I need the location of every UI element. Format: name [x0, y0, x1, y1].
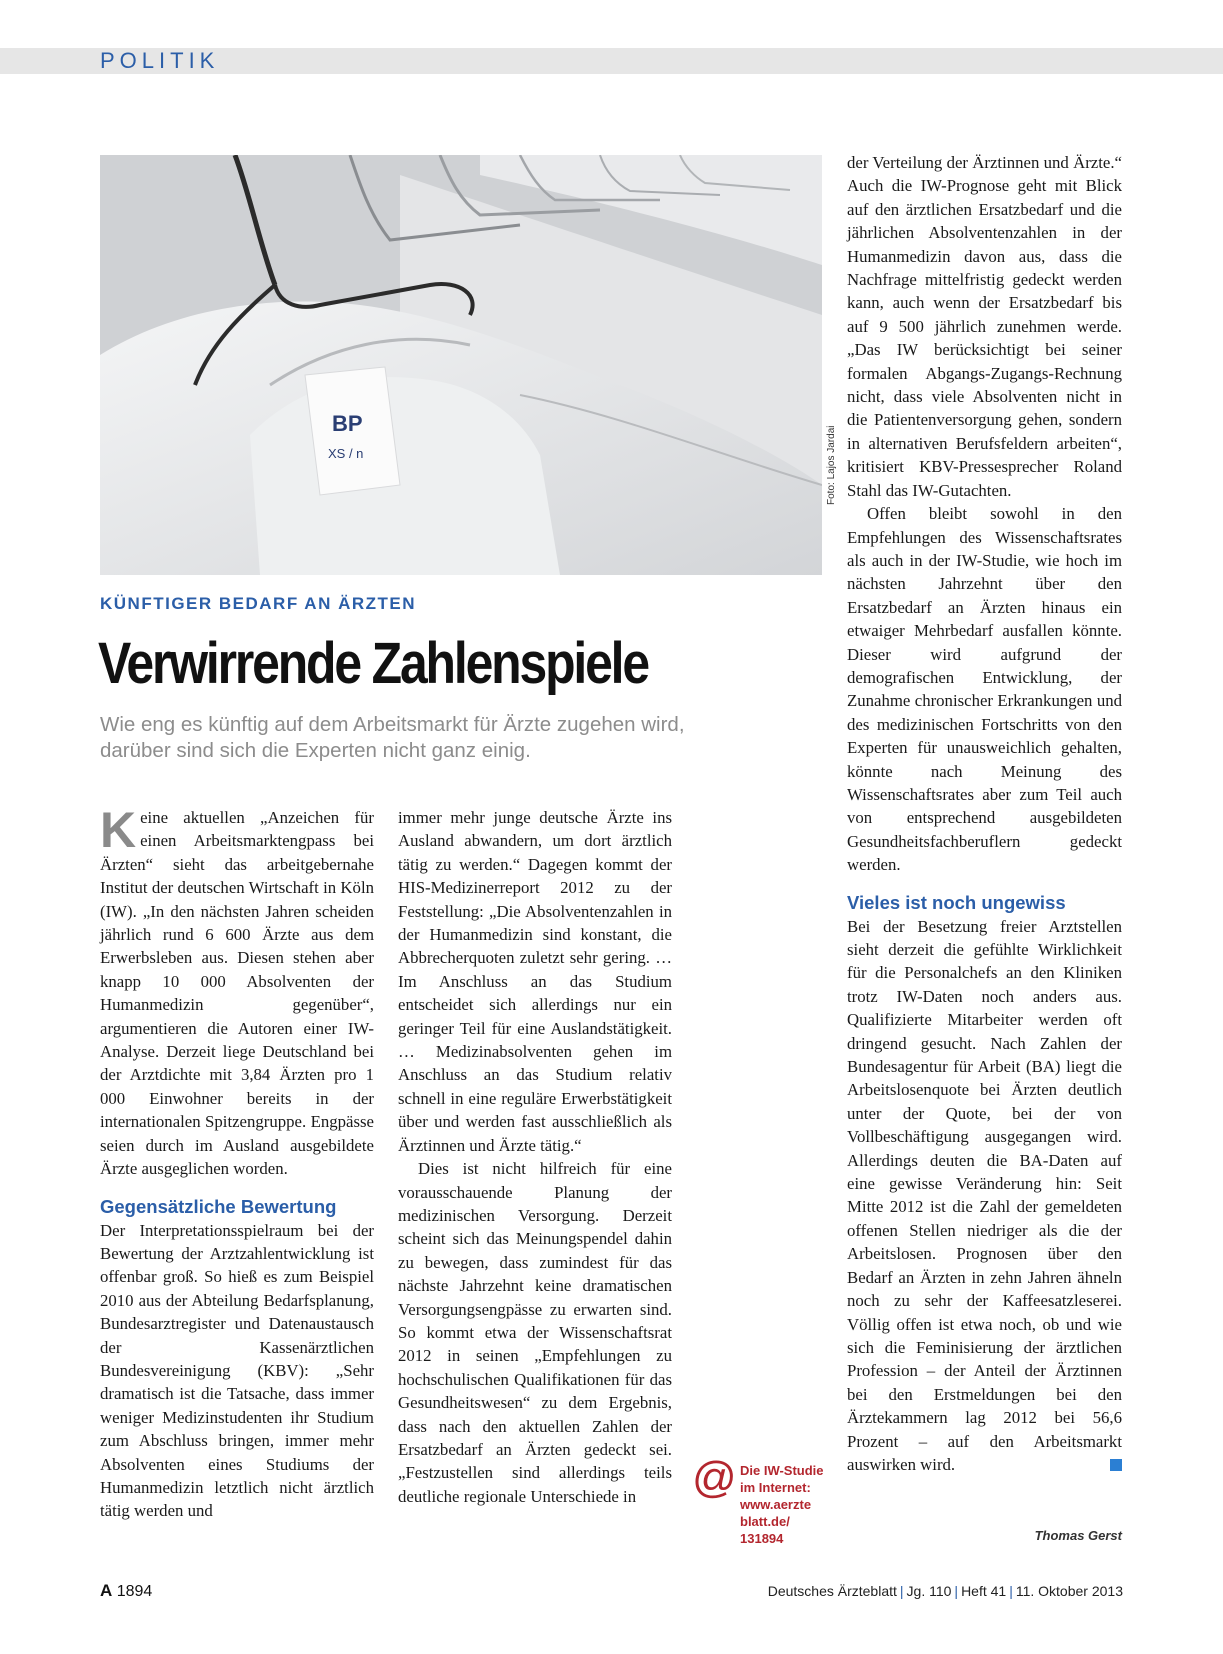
article-headline: Verwirrende Zahlenspiele [98, 631, 648, 696]
journal-name: Deutsches Ärzteblatt [767, 1583, 897, 1599]
end-mark-icon [1110, 1459, 1122, 1471]
page-prefix: A [100, 1581, 113, 1600]
paragraph: immer mehr junge deutsche Ärzte ins Ausland abwandern, um dort ärztlich tätig zu werden.“ Dagegen kommt der HIS-Medizinerreport 2012 zu der Feststellung: „Die Absolventenzahlen in der Humanmedizin sind konstant, die Abbrecherquoten zuletzt sehr gering. … Im Anschluss an das Studium entscheidet sich allerdings nur ein geringer Teil für eine Auslandstätigkeit. … Medizinabsolventen gehen im Anschluss an das Studium relativ schnell in eine reguläre Erwerbstätigkeit über und werden fast ausschließlich als Ärztinnen und Ärzte tätig.“ [398, 808, 672, 1155]
article-kicker: KÜNFTIGER BEDARF AN ÄRZTEN [100, 594, 417, 613]
at-sign-icon: @ [692, 1453, 737, 1502]
link-url[interactable]: blatt.de/ [740, 1514, 790, 1529]
article-subhead: Wie eng es künftig auf dem Arbeitsmarkt für Ärzte zugehen wird, darüber sind sich die Experten nicht ganz einig. [100, 713, 685, 762]
paragraph-text: eine aktuellen „Anzeichen für einen Arbeitsmarktengpass bei Ärzten“ sieht das arbeitgebernahe Institut der deutschen Wirtschaft in Köln (IW). „In den nächsten Jahren scheiden jährlich rund 6 600 Ärzte aus dem Erwerbsleben aus. Diesen stehen aber knapp 10 000 Absolventen der Humanmedizin gegenüber“, argumentieren die Autoren einer IW-Analyse. Derzeit liege Deutschland bei der Arztdichte mit 3,84 Ärzten pro 1 000 Einwohner bereits in der internationalen Spitzengruppe. Engpässe seien durch im Ausland ausgebildete Ärzte ausgeglichen worden. [100, 808, 374, 1179]
journal-volume: Jg. 110 [906, 1583, 952, 1599]
paragraph: der Verteilung der Ärztinnen und Ärzte.“ Auch die IW-Prognose geht mit Blick auf den ärztlichen Ersatzbedarf und die jährlichen Absolventenzahlen in der Humanmedizin davon aus, dass die Nachfrage mittelfristig gedeckt werden kann, auch wenn der Ersatzbedarf bis auf 9 500 jährlich zunehmen werde. „Das IW berücksichtigt bei seiner formalen Abgangs-Zugangs-Rechnung nicht, dass viele Absolventen nicht in die Patientenversorgung gehen, sondern in alternativen Berufsfeldern arbeiten“, kritisiert KBV-Pressesprecher Roland Stahl das IW-Gutachten. [847, 153, 1122, 500]
separator: | [954, 1583, 959, 1599]
paragraph [100, 802, 374, 1181]
paragraph [847, 915, 1122, 1477]
page-number [100, 1581, 152, 1601]
link-url[interactable]: 131894 [740, 1531, 784, 1546]
journal-date: 11. Oktober 2013 [1015, 1583, 1123, 1599]
drop-cap: K [100, 802, 137, 858]
photo-credit: Foto: Lajos Jardai [826, 425, 837, 505]
journal-info [768, 1583, 1123, 1599]
separator: | [1009, 1583, 1013, 1599]
subheading-gegensaetzliche-bewertung: Gegensätzliche Bewertung [100, 1195, 337, 1217]
paragraph-text: Bei der Besetzung freier Arztstellen sieht derzeit die gefühlte Wirklichkeit für die Personalchefs an den Kliniken trotz IW-Daten noch anders aus. Qualifizierte Mitarbeiter werden oft dringend gesucht. Nach Zahlen der Bundesagentur für Arbeit (BA) liegt die Arbeitslosenquote bei Ärzten deutlich unter der Quote, bei der von Vollbeschäftigung ausgegangen wird. Allerdings deuten die BA-Daten auf eine gewisse Veränderung hin: Seit Mitte 2012 ist die Zahl der gemeldeten offenen Stellen niedriger als die der Arbeitslosen. Prognosen über den Bedarf an Ärzten in zehn Jahren ähneln noch zu sehr der Kaffeesatzleserei. Völlig offen ist etwa noch, ob und wie sich die Feminisierung der ärztlichen Profession – der Anteil der Ärztinnen bei den Erstmeldungen bei den Ärztekammern lag 2012 bei 56,6 Prozent – auf den Arbeitsmarkt auswirken wird. [847, 916, 1122, 1474]
web-link-text[interactable] [740, 1462, 840, 1547]
separator: | [899, 1583, 904, 1599]
photo-illustration [100, 155, 822, 575]
paragraph: Der Interpretationsspielraum bei der Bewertung der Arztzahlentwicklung ist offenbar groß. So hieß es zum Beispiel 2010 aus der Abteilung Bedarfsplanung, Bundesarztregister und Datenaustausch der Kassenärztlichen Bundesvereinigung (KBV): „Sehr dramatisch ist die Tatsache, dass immer weniger Medizinstudenten ihr Studium zum Abschluss bringen, immer mehr Absolventen eines Studiums der Humanmedizin letztlich nicht ärztlich tätig werden und [100, 1220, 374, 1521]
article-photo [100, 155, 822, 575]
link-line: Die IW-Studie [740, 1463, 824, 1478]
paragraph: Dies ist nicht hilfreich für eine vorausschauende Planung der medizinischen Versorgung. Derzeit scheint sich das Meinungspendel dahin zu bewegen, dass zumindest für das nächste Jahrzehnt keine dramatischen Versorgungsengpässe zu erwarten sind. So kommt etwa der Wissenschaftsrat 2012 in seinen „Empfehlungen zu hochschulischen Qualifikationen für das Gesundheitswesen“ zu dem Ergebnis, dass nach den aktuellen Zahlen der Ersatzbedarf an Ärzten gedeckt sei. „Festzustellen sind allerdings teils deutliche regionale Unterschiede in [398, 1159, 672, 1506]
label-size: XS / n [328, 446, 364, 461]
page-number-value: 1894 [116, 1583, 153, 1600]
section-label: POLITIK [100, 48, 220, 73]
column-3 [847, 151, 1122, 1476]
link-url[interactable]: www.aerzte [740, 1497, 812, 1512]
column-2 [398, 806, 672, 1508]
paragraph: Offen bleibt sowohl in den Empfehlungen des Wissenschaftsrates als auch in der IW-Studie, wie hoch im nächsten Jahrzehnt über den Ersatzbedarf an Ärzten hinaus ein etwaiger Mehrbedarf ausfallen könnte. Dieser wird aufgrund der demografischen Entwicklung, der Zunahme chronischer Erkrankungen und des medizinischen Fortschritts von den Experten für unausweichlich gehalten, könnte nach Meinung des Wissenschaftsrates aber zum Teil auch von entsprechend ausgebildeten Gesundheitsfachberuflern gedeckt werden. [847, 504, 1122, 875]
label-brand: BP [332, 411, 363, 436]
journal-issue: Heft 41 [961, 1583, 1007, 1599]
link-line: im Internet: [740, 1480, 811, 1495]
author-byline: Thomas Gerst [1034, 1528, 1122, 1543]
subheading-vieles-ist-noch-ungewiss: Vieles ist noch ungewiss [847, 891, 1066, 913]
column-1 [100, 802, 374, 1523]
